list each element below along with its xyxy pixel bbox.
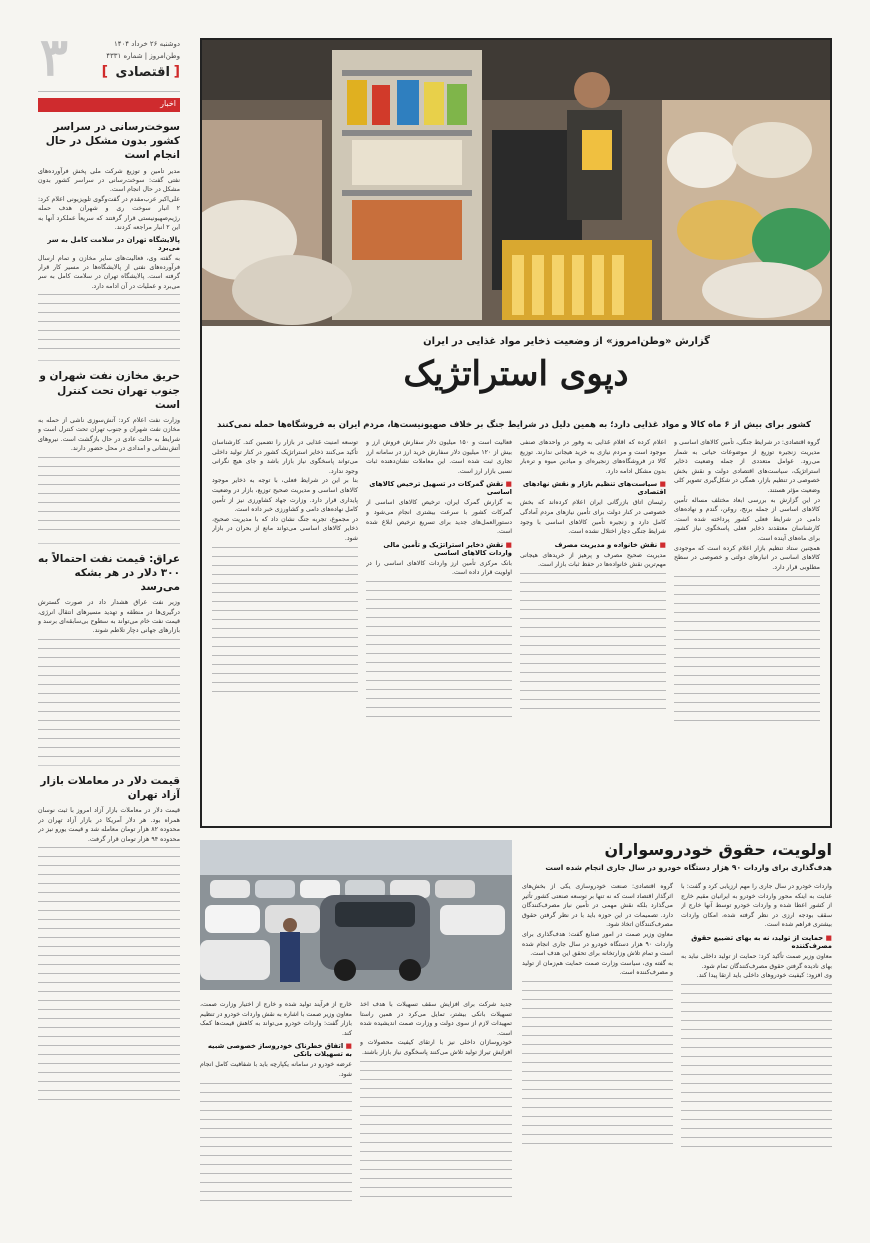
story-subhead: هدف‌گذاری برای واردات ۹۰ هزار دستگاه خودرو در سال جاری انجام شده است (545, 863, 832, 872)
column-paragraph: عرضه خودرو در سامانه یکپارچه باید با شفافیت کامل انجام شود. (200, 1061, 352, 1079)
column-subheading: ■ نقش خانواده و مدیریت مصرف (520, 541, 666, 549)
text-filler (681, 984, 832, 1154)
text-filler (520, 573, 666, 713)
story-paragraph: وزیر نفت عراق هشدار داد در صورت گسترش درگیری‌ها در منطقه و تهدید مسیرهای انتقال انرژی، قیمت نفت خام می‌تواند به سطوح بی‌سابقه‌ای برسد و بازارهای جهانی دچار تلاطم شوند. (38, 599, 180, 635)
sidebar (38, 38, 180, 1228)
priority-story-columns (522, 882, 832, 1222)
column-paragraph: توسعه امنیت غذایی در بازار را تضمین کند. کارشناسان تأکید می‌کنند ذخایر استراتژیک کشور در کنار تولید داخلی می‌تواند پاسخگوی نیاز بازار باشد و جای هیچ نگرانی وجود ندارد. (212, 439, 358, 475)
story-column-4 (212, 438, 358, 818)
column-subheading: ■ اتفاق خطرناک خودروساز خصوصی شبیه به تسهیلات بانکی (200, 1042, 352, 1058)
text-filler (674, 576, 820, 726)
shopkeeper-image (202, 40, 830, 326)
priority-story (522, 840, 832, 1230)
text-filler (38, 847, 180, 1107)
column-paragraph: وی افزود: کیفیت خودروهای داخلی باید ارتقا پیدا کند. (696, 972, 832, 980)
page-number: ۳ (40, 38, 68, 88)
story-paragraph: به گفته وی، فعالیت‌های سایر مخازن و تمام ارسال فرآورده‌های نفتی از پالایشگاه‌ها در مسیر کار قرار گرفته است. پالایشگاه تهران در سلامت کامل به سر می‌برد و عملیات در آن ادامه دارد. (38, 254, 180, 290)
text-filler (522, 981, 673, 1151)
story-paragraph: قیمت دلار در معاملات بازار آزاد امروز با ثبت نوسان همراه بود. هر دلار آمریکا در بازار آزاد تهران در محدوده ۸۲ هزار تومان معامله شد و قیمت یورو نیز در محدوده ۹۴ هزار تومان قرار گرفت. (38, 807, 180, 843)
car-story (200, 840, 512, 1230)
section-title: اقتصادی (115, 65, 170, 80)
text-filler (38, 294, 180, 354)
text-filler (212, 547, 358, 697)
text-filler (38, 639, 180, 759)
column-paragraph: همچنین ستاد تنظیم بازار اعلام کرده است که موجودی کالاهای اساسی در انبارهای دولتی و خصوصی در سطح مطلوبی قرار دارد. (674, 544, 820, 571)
story-column-2 (520, 438, 666, 818)
story-kicker: گزارش «وطن‌امروز» از وضعیت ذخایر مواد غذایی در ایران (423, 336, 710, 347)
priority-column-1 (681, 882, 832, 1222)
car-lot-photo (200, 840, 512, 990)
priority-column-2 (522, 882, 673, 1222)
sidebar-story-fuel (38, 120, 180, 361)
sidebar-story-fire (38, 369, 180, 543)
car-lot-image (200, 840, 512, 990)
column-subheading: ■ حمایت از تولید، نه به بهای تضییع حقوق مصرف‌کننده (681, 934, 832, 950)
column-paragraph: بانک مرکزی تأمین ارز واردات کالاهای اساسی را در اولویت قرار داده است. (366, 559, 512, 577)
car-column-1 (360, 1000, 512, 1228)
story-headline: دپوی استراتژیک (403, 354, 629, 394)
column-subheading: ■ سیاست‌های تنظیم بازار و نقش نهادهای اقتصادی (520, 480, 666, 496)
bracket-right: [ (173, 64, 180, 80)
column-paragraph: رئیسان اتاق بازرگانی ایران اعلام کرده‌اند که بخش خصوصی در کنار دولت برای تأمین نیازهای مردم آمادگی کامل دارد و زنجیره تأمین کالاهای اساسی با وجود شرایط جنگی دچار اختلال نشده است. (520, 499, 666, 536)
column-paragraph: جدید شرکت برای افزایش سقف تسهیلات با هدف اخذ تسهیلات بانکی بیشتر، تمایل می‌کرد در همین راستا تمهیدات لازم از سوی دولت و وزارت صمت اندیشیده شده است. (360, 1001, 512, 1037)
column-paragraph: به گفته وی، سیاست وزارت صمت حمایت هم‌زمان از تولید و مصرف‌کننده است. (522, 959, 673, 977)
text-filler (200, 1083, 352, 1203)
main-story (200, 38, 832, 828)
story-paragraph: مدیر تامین و توزیع شرکت ملی پخش فرآورده‌های نفتی گفت: سوخت‌رسانی در سراسر کشور بدون مشکل در حال انجام است. (38, 167, 180, 194)
sidebar-story-dollar (38, 774, 180, 1113)
bracket-left: ] (101, 64, 108, 80)
column-paragraph: واردات خودرو در سال جاری را مهم ارزیابی کرد و گفت: با عنایت به اینکه محور واردات خودرو به ایرانیان مقیم خارج از کشور اعطا شده و واردات خودرو توسط آنها خارج از سقف بودجه ارزی در نظر گرفته شده، امکان واردات بیشتری فراهم شده است. (681, 883, 832, 929)
column-paragraph: بنا بر این در شرایط فعلی، با توجه به ذخایر موجود کالاهای اساسی و مدیریت صحیح توزیع، بازار در وضعیت پایداری قرار دارد. وزارت جهاد کشاورزی نیز از تأمین کامل نهاده‌های دامی و کشاورزی خبر داده است. (212, 477, 358, 514)
column-paragraph: معاون وزیر صمت در امور صنایع گفت: هدف‌گذاری برای واردات ۹۰ هزار دستگاه خودرو در سال جاری انجام شده است و تمام تلاش وزارتخانه برای تحقق این هدف است. (522, 931, 673, 958)
car-column-2 (200, 1000, 352, 1228)
column-paragraph: فعالیت است و ۱۵۰ میلیون دلار سفارش فروش ارز و بیش از ۱۲۰ میلیون دلار سفارش خرید ارز در سامانه ارز تجاری ثبت شده است. این معاملات نشان‌دهنده ثبات نسبی بازار ارز است. (366, 439, 512, 475)
story-paragraph: وزارت نفت اعلام کرد: آتش‌سوزی ناشی از حمله به مخازن نفت شهران و جنوب تهران تحت کنترل است و شرایط به حالت عادی در حال بازگشت است. نیروهای آتش‌نشانی و امدادی در محل حضور دارند. (38, 416, 180, 453)
story-title: سوخت‌رسانی در سراسر کشور بدون مشکل در حال انجام است (45, 121, 180, 162)
story-paragraph: علی‌اکبر عرب‌مقدم در گفت‌وگوی تلویزیونی اعلام کرد: ۲ انبار سوخت ری و شهران هدف حمله رژیم‌صهیونیستی قرار گرفتند که سریعاً عملکرد آنها به این ۲ انبار مراجعه کردند. (38, 195, 180, 232)
story-lede: کشور برای بیش از ۶ ماه کالا و مواد غذایی دارد؛ به همین دلیل در شرایط جنگ بر خلاف صهیونیست‌ها، مردم ایران به فروشگاه‌ها حمله نمی‌کنند (217, 420, 811, 430)
story-column-1 (674, 438, 820, 818)
column-paragraph: به گزارش گمرک ایران، ترخیص کالاهای اساسی از گمرکات کشور با سرعت بیشتری انجام می‌شود و دستورالعمل‌های جدید برای تسریع ترخیص ابلاغ شده است. (366, 499, 512, 536)
column-paragraph: خارج از فرآیند تولید شده و خارج از اختیار وزارت صمت، معاون وزیر صمت با اشاره به نقش واردات خودرو در تنظیم بازار گفت: واردات خودرو می‌تواند به کاهش قیمت‌ها کمک کند. (200, 1001, 352, 1037)
story-subheading: پالایشگاه تهران در سلامت کامل به سر می‌برد (47, 235, 180, 252)
column-paragraph: گروه اقتصادی: صنعت خودروسازی یکی از بخش‌های اثرگذار اقتصاد است که نه تنها بر توسعه صنعتی کشور تأثیر می‌گذارد بلکه نقش مهمی در تأمین نیاز مصرف‌کنندگان دارد. تصمیمات در این حوزه باید با در نظر گرفتن حقوق مصرف‌کنندگان اتخاذ شود. (522, 883, 673, 929)
column-subheading: ■ نقش گمرکات در تسهیل ترخیص کالاهای اساسی (366, 480, 512, 496)
story-columns (212, 438, 820, 818)
text-filler (38, 457, 180, 537)
issue-date: دوشنبه ۲۶ خرداد ۱۴۰۴ (114, 40, 180, 48)
news-label: اخبار (38, 98, 180, 112)
story-title: حریق مخازن نفت شهران و جنوب تهران تحت کنترل است (39, 370, 180, 411)
column-paragraph: مدیریت صحیح مصرف و پرهیز از خریدهای هیجانی مهم‌ترین نقش خانواده‌ها در حفظ ثبات بازار است. (520, 551, 666, 569)
column-paragraph: در مجموع، تجربه جنگ نشان داد که با مدیریت صحیح، ذخایر کالاهای اساسی می‌تواند مانع از بحران در بازار شود. (212, 515, 358, 543)
column-paragraph: معاون وزیر صمت تأکید کرد: حمایت از تولید داخلی نباید به بهای نادیده گرفتن حقوق مصرف‌کنندگان تمام شود. (681, 953, 832, 970)
story-headline: اولویت، حقوق خودروسواران (604, 840, 832, 859)
story-title: قیمت دلار در معاملات بازار آزاد تهران (40, 774, 180, 802)
column-paragraph: اعلام کرده که اقلام غذایی به وفور در واحدهای صنفی موجود است و مردم نیازی به خرید هیجانی ندارند. توزیع کالا در فروشگاه‌های زنجیره‌ای و میادین میوه و تره‌بار بدون مشکل ادامه دارد. (520, 439, 666, 475)
store-photo (202, 40, 830, 326)
story-title: عراق: قیمت نفت احتمالاً به ۳۰۰ دلار در هر بشکه می‌رسد (38, 552, 180, 593)
column-paragraph: گروه اقتصادی: در شرایط جنگی، تأمین کالاهای اساسی و مدیریت زنجیره توزیع از موضوعات حیاتی به شمار می‌رود. عوامل متعددی از جمله وضعیت ذخایر استراتژیک، سیاست‌های اقتصادی دولت و نقش بخش خصوصی در تنظیم بازار، همگی در شکل‌گیری تصویر کلی وضعیت مؤثر هستند. (674, 439, 820, 495)
text-filler (366, 581, 512, 721)
car-story-columns (200, 1000, 512, 1228)
column-paragraph: در این گزارش به بررسی ابعاد مختلف مساله تأمین کالاهای اساسی از جمله برنج، روغن، گندم و نهاده‌های دامی در شرایط فعلی کشور پرداخته شده است. کارشناسان معتقدند ذخایر فعلی پاسخگوی نیاز کشور برای ماه‌های آینده است. (674, 496, 820, 543)
story-column-3 (366, 438, 512, 818)
text-filler (360, 1061, 512, 1201)
column-subheading: ■ نقش ذخایر استراتژیک و تأمین مالی واردات کالاهای اساسی (366, 541, 512, 557)
sidebar-story-iraq (38, 552, 180, 766)
masthead (38, 38, 180, 92)
column-paragraph: خودروسازان داخلی نیز با ارتقای کیفیت محصولات و افزایش تیراژ تولید تلاش می‌کنند پاسخگوی نیاز بازار باشند. (360, 1039, 512, 1057)
issue-number: وطن‌امروز | شماره ۴۳۳۱ (106, 52, 180, 60)
